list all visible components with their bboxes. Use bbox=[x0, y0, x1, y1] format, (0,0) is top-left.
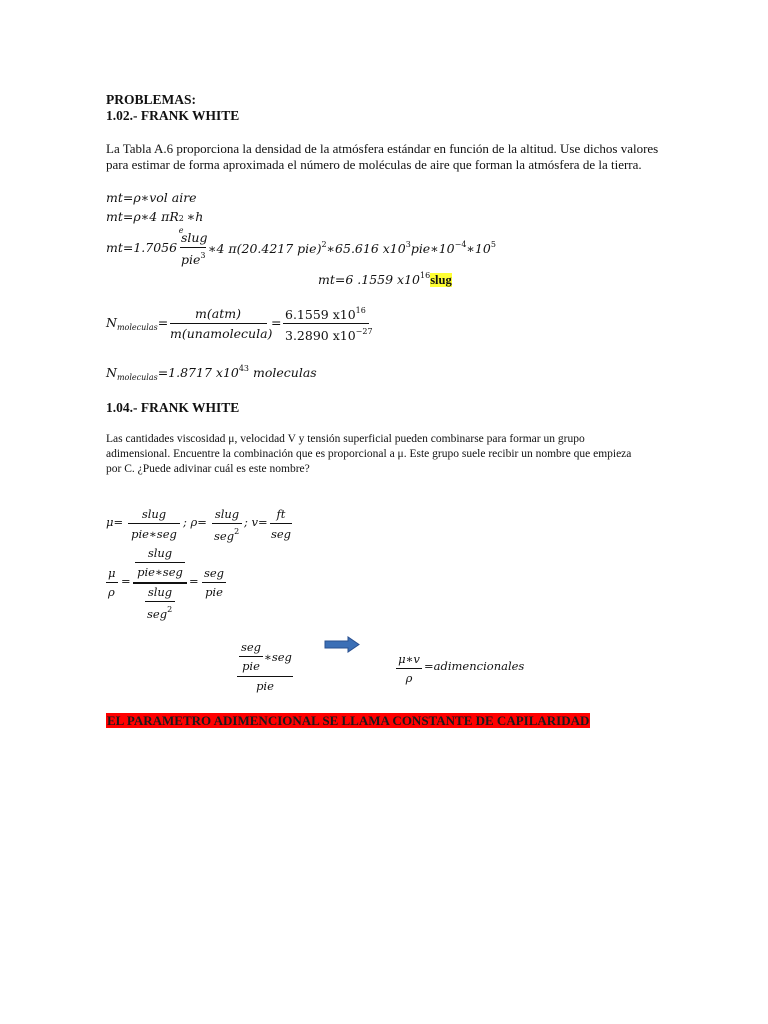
eq2-sub: e bbox=[178, 226, 184, 235]
big-num-num: slug bbox=[147, 546, 173, 560]
mass-result bbox=[318, 271, 452, 288]
big-den-bar bbox=[145, 601, 175, 602]
sep2: ; v= bbox=[244, 515, 268, 529]
eq3-den-text: pie bbox=[181, 252, 201, 267]
ratio-bar bbox=[106, 582, 118, 583]
ratio-eq: = bbox=[121, 574, 131, 588]
conclusion-banner bbox=[106, 712, 590, 730]
n-frac2-bar bbox=[283, 323, 369, 324]
big-den-den bbox=[147, 605, 172, 621]
sep1: ; ρ= bbox=[183, 515, 207, 529]
right-arrow-icon bbox=[324, 636, 360, 653]
final-num-bar bbox=[239, 656, 263, 657]
eq2-sup: 2 bbox=[178, 214, 184, 223]
mass-result-value: mt=6 .1559 x10 bbox=[318, 272, 420, 287]
n-sub: moleculas bbox=[116, 323, 158, 332]
eq3-mid3: pie∗10 bbox=[410, 241, 455, 256]
eq3-mid: ∗4 π(20.4217 pie) bbox=[208, 241, 322, 256]
mu-bar bbox=[128, 523, 180, 524]
eq2-left: mt=ρ∗4 πR bbox=[106, 209, 179, 224]
mu-num: slug bbox=[141, 507, 167, 521]
n-frac2-num-text: 6.1559 x10 bbox=[285, 307, 356, 322]
n-molecules-label bbox=[106, 315, 168, 332]
res-bar bbox=[202, 582, 226, 583]
mass-result-unit-highlight: slug bbox=[430, 273, 452, 287]
equation-mass-volume: mt=ρ∗vol aire bbox=[106, 190, 197, 205]
rho-bar bbox=[212, 523, 242, 524]
big-den-den-sup: 2 bbox=[167, 605, 173, 614]
ratio-den: ρ bbox=[108, 585, 115, 599]
mu-den: pie∗seg bbox=[131, 527, 177, 541]
big-den-den-text: seg bbox=[147, 607, 168, 621]
problem-1-statement: La Tabla A.6 proporciona la densidad de la atmósfera estándar en función de la altitud. Use dichos valores para estimar de forma aproximada el número de moléculas de aire que forman la atmósfera de la tierra. bbox=[106, 141, 659, 172]
equation-mass-radius bbox=[106, 209, 204, 235]
eq3-exp3: 3 bbox=[405, 240, 411, 249]
final-times: ∗seg bbox=[264, 650, 292, 664]
eq3-left: mt=1.7056 bbox=[106, 240, 178, 255]
n-eq: = bbox=[157, 315, 169, 330]
n-result bbox=[106, 364, 317, 382]
big-num-bar bbox=[135, 562, 185, 563]
rho-den-sup: 2 bbox=[234, 527, 240, 536]
problem-2-statement: Las cantidades viscosidad μ, velocidad V y tensión superficial pueden combinarse para formar un grupo adimensional. Encuentre la combinación que es proporcional a μ. Este grupo suele recibir un nombre que empieza por C. ¿Puede adivinar cuál es este nombre? bbox=[106, 433, 632, 475]
eq3-denominator bbox=[181, 251, 206, 267]
big-den-num: slug bbox=[147, 585, 173, 599]
rho-den-text: seg bbox=[214, 529, 235, 543]
problem-1-heading: 1.02.- FRANK WHITE bbox=[106, 108, 240, 123]
n-frac1-bar bbox=[170, 323, 267, 324]
group-bar bbox=[396, 668, 422, 669]
conclusion-text: EL PARAMETRO ADIMENCIONAL SE LLAMA CONSTANTE DE CAPILARIDAD bbox=[107, 713, 590, 728]
n-result-label: N bbox=[106, 365, 117, 380]
res-den: pie bbox=[205, 585, 223, 599]
big-main-bar bbox=[133, 582, 187, 584]
mu-label: μ= bbox=[106, 515, 124, 529]
n-label: N bbox=[106, 315, 117, 330]
n-frac2-num-exp: 16 bbox=[355, 306, 366, 315]
eq3-numerator: slug bbox=[181, 230, 208, 245]
rho-den bbox=[214, 527, 239, 543]
final-den: pie bbox=[256, 679, 274, 693]
n-frac2-den-exp: −27 bbox=[355, 327, 373, 336]
n-frac1-num: m(atm) bbox=[195, 306, 241, 321]
v-num: ft bbox=[276, 507, 286, 521]
v-den: seg bbox=[270, 527, 292, 541]
eq3-fraction-bar bbox=[180, 247, 206, 248]
group-den: ρ bbox=[405, 671, 413, 685]
res-eq: = bbox=[189, 574, 199, 588]
final-num-num: seg bbox=[240, 640, 262, 654]
n-result-exp: 43 bbox=[238, 364, 250, 373]
n-result-sub: moleculas bbox=[116, 373, 158, 382]
big-num-den: pie∗seg bbox=[137, 565, 183, 579]
group-num: μ∗v bbox=[398, 652, 420, 666]
rho-num: slug bbox=[214, 507, 240, 521]
page-title: PROBLEMAS: bbox=[106, 92, 197, 107]
group-result: =adimencionales bbox=[424, 659, 525, 673]
mass-result-exp: 16 bbox=[420, 271, 431, 280]
n-frac1-den: m(unamolecula) bbox=[170, 326, 273, 341]
n-eq2: = bbox=[271, 315, 282, 330]
eq3-exp5: 5 bbox=[490, 240, 496, 249]
n-frac2-den-text: 3.2890 x10 bbox=[285, 328, 356, 343]
final-num-den: pie bbox=[242, 659, 260, 673]
eq3-rest bbox=[208, 240, 496, 256]
n-result-unit: moleculas bbox=[253, 365, 317, 380]
v-bar bbox=[270, 523, 292, 524]
n-result-value: =1.8717 x10 bbox=[157, 365, 239, 380]
final-main-bar bbox=[237, 676, 293, 677]
eq2-right: ∗h bbox=[186, 209, 204, 224]
eq3-mid4: ∗10 bbox=[466, 241, 491, 256]
eq3-sq: 2 bbox=[321, 240, 327, 249]
res-num: seg bbox=[203, 566, 225, 580]
eq3-exp4: −4 bbox=[454, 240, 467, 249]
eq3-den-sup: 3 bbox=[200, 251, 206, 260]
eq3-mid2: ∗65.616 x10 bbox=[326, 241, 406, 256]
n-frac2-num bbox=[285, 306, 366, 322]
n-frac2-den bbox=[285, 327, 373, 343]
ratio-num: μ bbox=[108, 566, 116, 580]
problem-2-heading: 1.04.- FRANK WHITE bbox=[106, 400, 240, 415]
